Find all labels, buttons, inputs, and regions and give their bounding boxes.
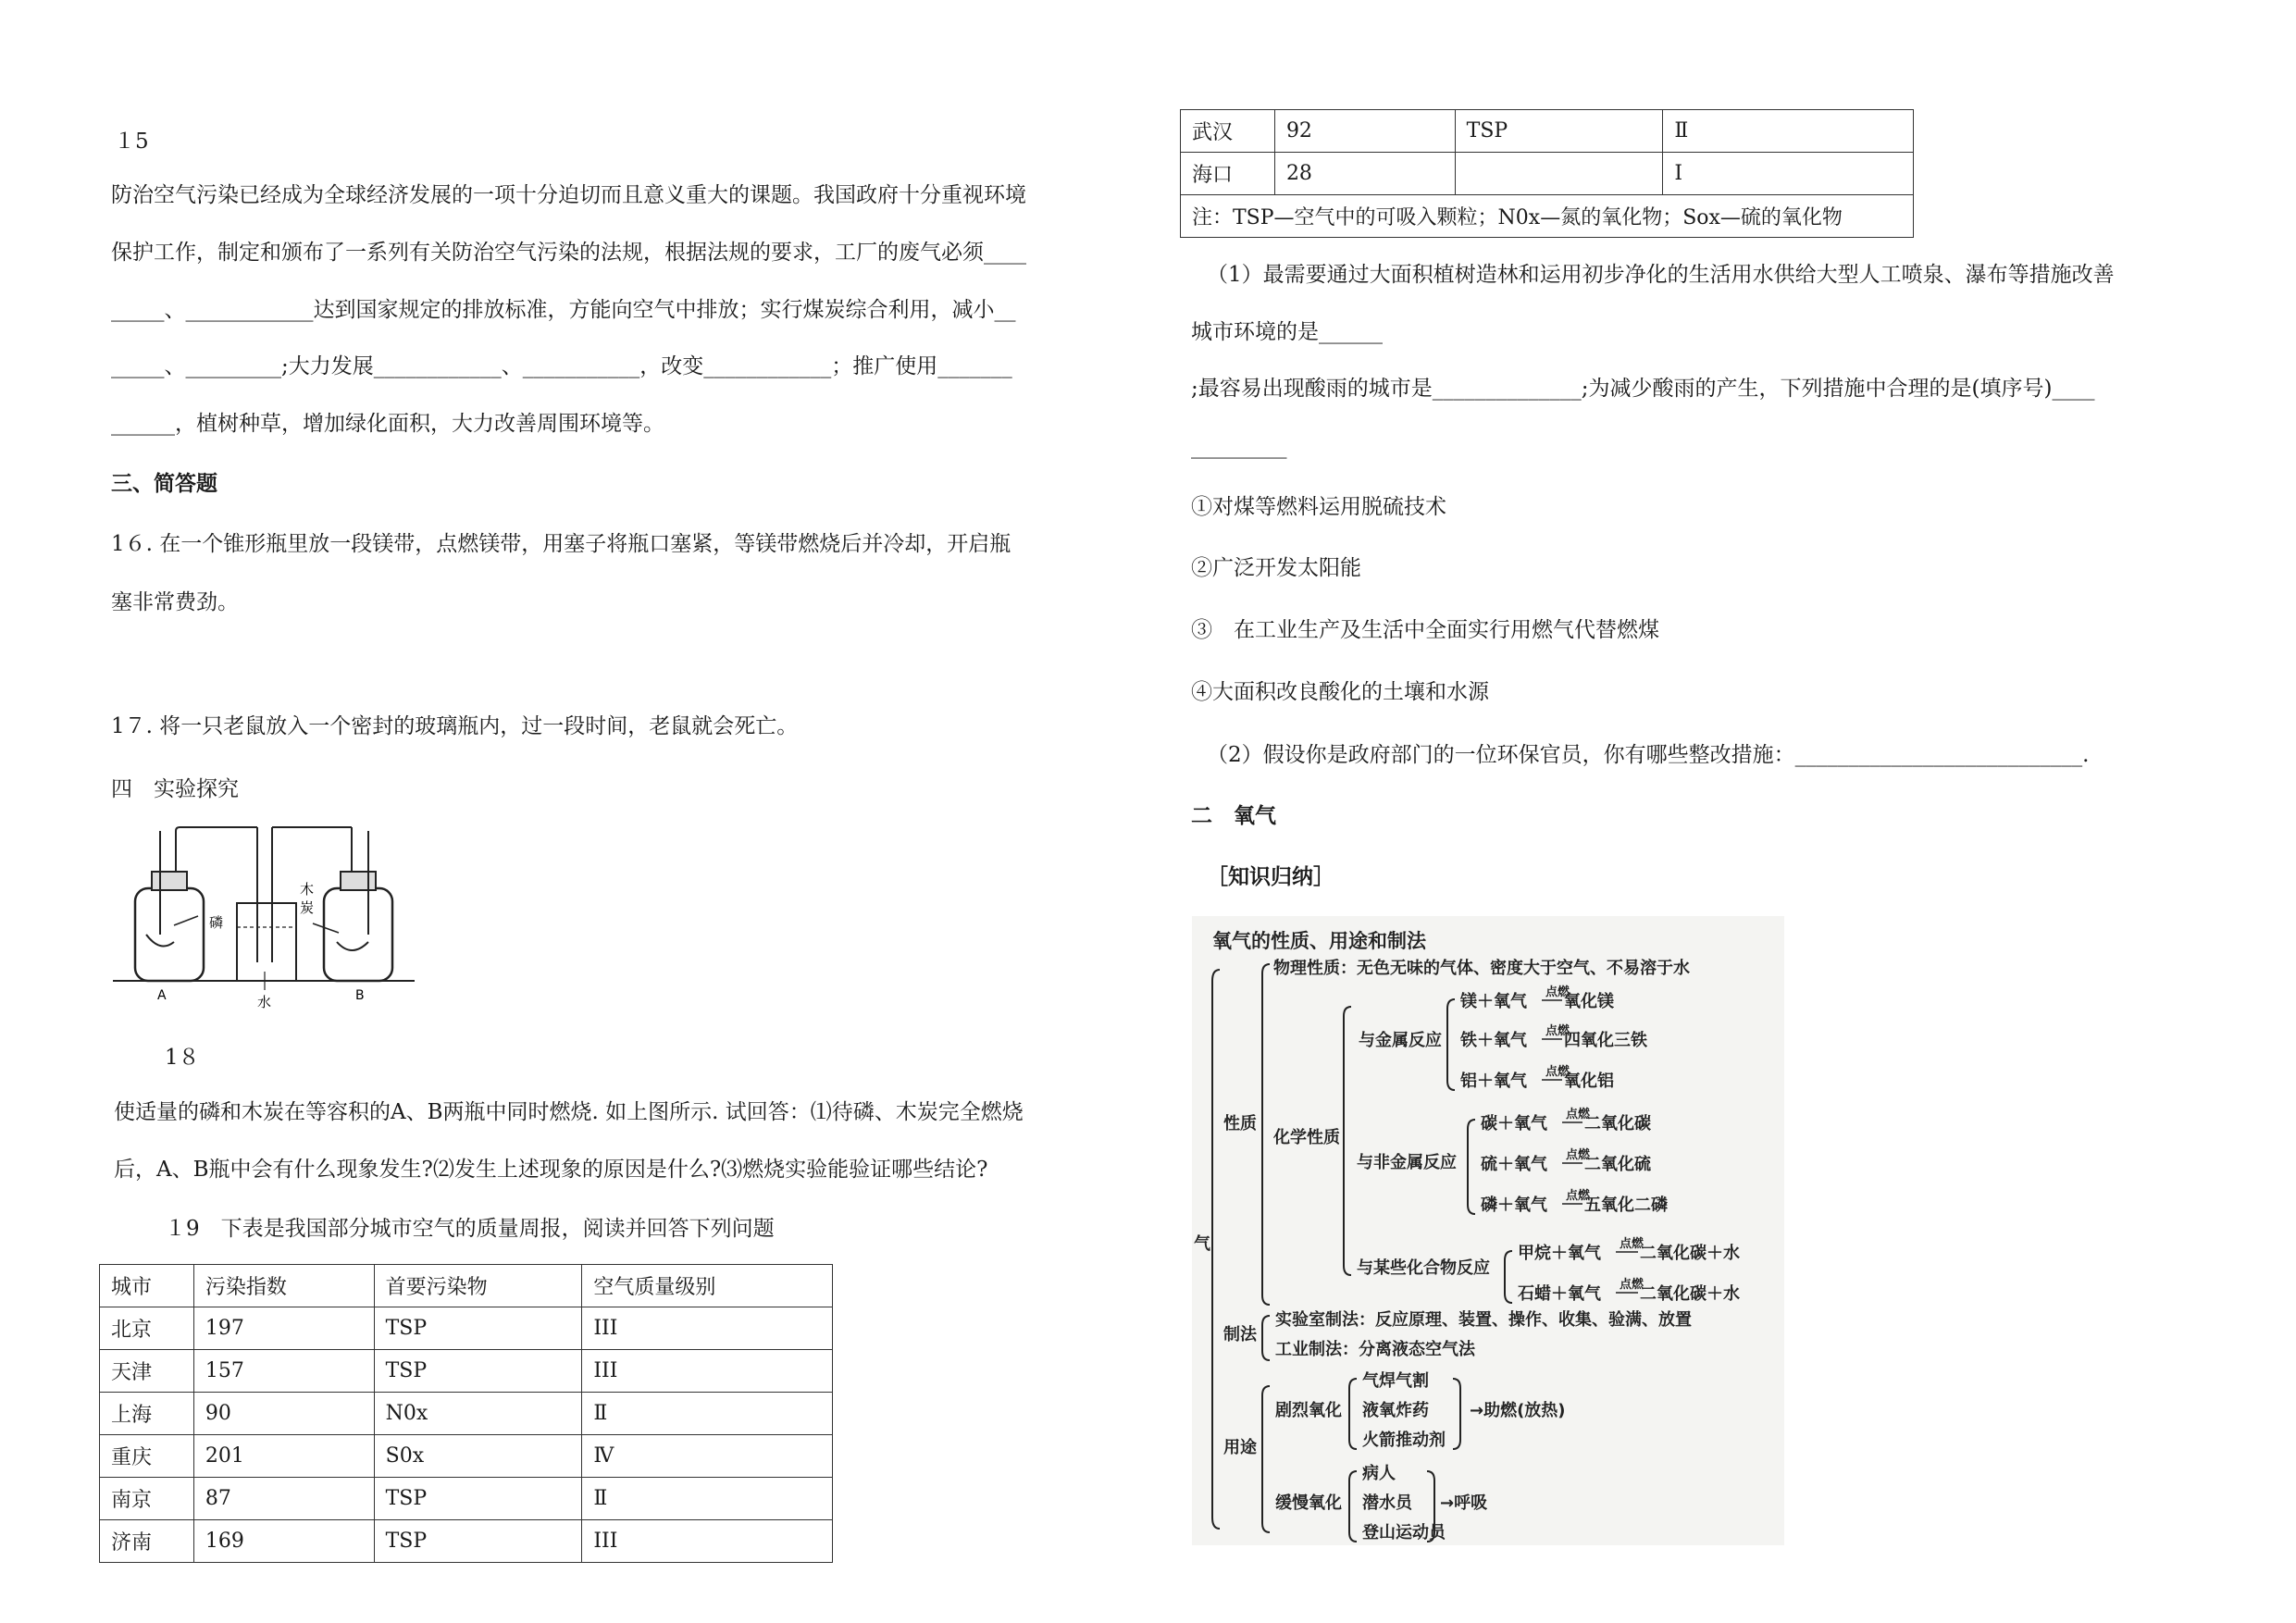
cell-grade: III	[582, 1520, 833, 1563]
cell-index: 157	[193, 1350, 374, 1393]
option-3: ③ 在工业生产及生活中全面实行用燃气代替燃煤	[1191, 618, 1659, 642]
q15-line-1: 防治空气污染已经成为全球经济发展的一项十分迫切而且意义重大的课题。我国政府十分重视环境	[111, 183, 1026, 207]
products: 二氧化碳＋水	[1640, 1244, 1740, 1263]
q18-number: 1８	[165, 1046, 200, 1070]
cell-index: 28	[1274, 153, 1455, 195]
node-with-nonmetal: 与非金属反应	[1357, 1153, 1457, 1172]
header-index: 污染指数	[193, 1265, 374, 1307]
node-with-metal: 与金属反应	[1359, 1031, 1442, 1050]
cell-index: 90	[193, 1393, 374, 1435]
cell-city: 天津	[100, 1350, 194, 1393]
air-quality-table-continued	[1180, 109, 1914, 238]
section-2-title: 二 氧气	[1191, 803, 1276, 828]
reactants: 磷＋氧气	[1481, 1196, 1547, 1215]
q19-part1-line-4: _________	[1191, 435, 1287, 459]
products: 氧化铝	[1564, 1072, 1614, 1091]
table-row	[100, 1478, 833, 1520]
reactants: 镁＋氧气	[1460, 992, 1527, 1011]
slow-use-item: 潜水员	[1362, 1493, 1412, 1513]
reactants: 硫＋氧气	[1481, 1155, 1547, 1174]
reactants: 碳＋氧气	[1481, 1114, 1547, 1134]
cell-pollutant: TSP	[374, 1520, 582, 1563]
products: 二氧化碳	[1584, 1114, 1651, 1134]
section-3-title: 三、简答题	[111, 471, 217, 496]
cell-grade: Ⅱ	[582, 1393, 833, 1435]
table-row	[1181, 110, 1914, 153]
cell-pollutant: TSP	[374, 1478, 582, 1520]
cell-grade: Ⅱ	[1663, 110, 1914, 153]
cell-city: 济南	[100, 1520, 194, 1563]
node-chemical: 化学性质	[1273, 1128, 1340, 1147]
condition-label: 点燃	[1545, 1065, 1570, 1079]
condition-label: 点燃	[1620, 1237, 1644, 1251]
cell-index: 92	[1274, 110, 1455, 153]
q19-part1-line-1: （1）最需要通过大面积植树造林和运用初步净化的生活用水供给大型人工喷泉、瀑布等措施改善	[1207, 263, 2115, 287]
bottle-b	[324, 888, 392, 981]
cell-pollutant: S0x	[374, 1435, 582, 1478]
q19-intro: １9 下表是我国部分城市空气的质量周报，阅读并回答下列问题	[165, 1217, 775, 1241]
q15-line-3: _____、____________达到国家规定的排放标准，方能向空气中排放；实行煤炭综合利用，减小__	[111, 298, 1016, 322]
air-quality-table	[99, 1264, 833, 1563]
cell-index: 201	[193, 1435, 374, 1478]
table-row	[100, 1435, 833, 1478]
q16-line-1: 1６. 在一个锥形瓶里放一段镁带，点燃镁带，用塞子将瓶口塞紧，等镁带燃烧后并冷却，开启瓶	[111, 532, 1011, 556]
cell-city: 海口	[1181, 153, 1275, 195]
header-city: 城市	[100, 1265, 194, 1307]
header-pollutant: 首要污染物	[374, 1265, 582, 1307]
bottle-a	[135, 888, 204, 981]
q17-text: 1７. 将一只老鼠放入一个密封的玻璃瓶内，过一段时间，老鼠就会死亡。	[111, 714, 799, 738]
cell-grade: Ⅱ	[582, 1478, 833, 1520]
cell-pollutant: TSP	[1455, 110, 1663, 153]
cell-grade: Ⅳ	[582, 1435, 833, 1478]
table-row	[100, 1350, 833, 1393]
cell-city: 南京	[100, 1478, 194, 1520]
option-2: ②广泛开发太阳能	[1191, 556, 1361, 580]
q15-number: １5	[114, 130, 149, 154]
cell-index: 87	[193, 1478, 374, 1520]
label-charcoal-2: 炭	[300, 899, 315, 916]
q15-line-4: _____、_________;大力发展____________、___________，改变____________；推广使用_______	[111, 354, 1012, 378]
cell-pollutant: TSP	[374, 1307, 582, 1350]
q16-line-2: 塞非常费劲。	[111, 590, 239, 614]
cell-index: 169	[193, 1520, 374, 1563]
q18-line-2: 后，A、B瓶中会有什么现象发生?⑵发生上述现象的原因是什么?⑶燃烧实验能验证哪些结论?	[114, 1158, 988, 1182]
q19-part2: （2）假设你是政府部门的一位环保官员，你有哪些整改措施：___________________________.	[1207, 743, 2090, 767]
slow-oxidation-result: →呼吸	[1440, 1493, 1488, 1513]
label-bottle-a: A	[157, 988, 167, 1003]
node-lab-prep: 实验室制法：反应原理、装置、操作、收集、验满、放置	[1275, 1310, 1692, 1330]
node-properties: 性质	[1223, 1114, 1257, 1134]
products: 五氧化二磷	[1584, 1196, 1668, 1215]
condition-label: 点燃	[1545, 985, 1570, 999]
fast-use-item: 液氧炸药	[1362, 1401, 1429, 1420]
condition-label: 点燃	[1566, 1108, 1591, 1121]
label-phosphorus: 磷	[209, 914, 224, 931]
cell-grade: III	[582, 1350, 833, 1393]
label-bottle-b: B	[355, 988, 365, 1003]
table-row	[100, 1520, 833, 1563]
oxygen-knowledge-diagram	[1192, 916, 1784, 1545]
option-4: ④大面积改良酸化的土壤和水源	[1191, 680, 1489, 704]
condition-label: 点燃	[1566, 1189, 1591, 1203]
cell-grade: Ⅰ	[1663, 153, 1914, 195]
table-header-row	[100, 1265, 833, 1307]
node-physical: 物理性质：无色无味的气体、密度大于空气、不易溶于水	[1273, 959, 1690, 978]
products: 四氧化三铁	[1564, 1031, 1647, 1050]
diagram-title: 氧气的性质、用途和制法	[1212, 930, 1426, 952]
cell-pollutant	[1455, 153, 1663, 195]
cell-city: 北京	[100, 1307, 194, 1350]
products: 二氧化碳＋水	[1640, 1284, 1740, 1304]
products: 二氧化硫	[1584, 1155, 1651, 1174]
condition-label: 点燃	[1566, 1148, 1591, 1162]
reactants: 铝＋氧气	[1460, 1072, 1527, 1091]
node-slow-oxidation: 缓慢氧化	[1275, 1493, 1342, 1513]
slow-use-item: 登山运动员	[1362, 1523, 1446, 1542]
cell-pollutant: TSP	[374, 1350, 582, 1393]
cell-grade: III	[582, 1307, 833, 1350]
cell-pollutant: N0x	[374, 1393, 582, 1435]
apparatus-figure	[109, 824, 424, 1018]
fast-oxidation-result: →助燃(放热)	[1470, 1401, 1566, 1420]
node-fast-oxidation: 剧烈氧化	[1275, 1401, 1342, 1420]
knowledge-title: ［知识归纳］	[1207, 864, 1334, 889]
option-1: ①对煤等燃料运用脱硫技术	[1191, 495, 1446, 519]
table-note: 注：TSP—空气中的可吸入颗粒；N0x—氮的氧化物；Sox—硫的氧化物	[1181, 195, 1914, 238]
cell-index: 197	[193, 1307, 374, 1350]
slow-use-item: 病人	[1362, 1464, 1396, 1483]
node-with-compound: 与某些化合物反应	[1357, 1258, 1490, 1278]
reactants: 石蜡＋氧气	[1518, 1284, 1601, 1304]
diagram-root: 气	[1194, 1234, 1210, 1254]
condition-label: 点燃	[1545, 1024, 1570, 1038]
header-grade: 空气质量级别	[582, 1265, 833, 1307]
q15-line-5: ______，植树种草，增加绿化面积，大力改善周围环境等。	[111, 412, 664, 436]
table-row	[100, 1307, 833, 1350]
cell-city: 重庆	[100, 1435, 194, 1478]
table-row	[100, 1393, 833, 1435]
cell-city: 上海	[100, 1393, 194, 1435]
table-row	[1181, 153, 1914, 195]
node-preparation: 制法	[1223, 1325, 1257, 1344]
products: 氧化镁	[1564, 992, 1614, 1011]
fast-use-item: 气焊气割	[1362, 1371, 1429, 1391]
q15-line-2: 保护工作，制定和颁布了一系列有关防治空气污染的法规，根据法规的要求，工厂的废气必须____	[111, 241, 1026, 265]
reactants: 甲烷＋氧气	[1518, 1244, 1601, 1263]
node-uses: 用途	[1223, 1438, 1257, 1457]
node-industrial-prep: 工业制法：分离液态空气法	[1275, 1340, 1475, 1359]
label-charcoal-1: 木	[300, 881, 315, 898]
label-water: 水	[257, 994, 272, 1010]
reactants: 铁＋氧气	[1460, 1031, 1527, 1050]
q19-part1-line-2: 城市环境的是______	[1191, 320, 1383, 344]
cell-city: 武汉	[1181, 110, 1275, 153]
condition-label: 点燃	[1620, 1278, 1644, 1292]
section-4-title: 四 实验探究	[111, 777, 239, 801]
fast-use-item: 火箭推动剂	[1362, 1431, 1446, 1450]
table-note-row	[1181, 195, 1914, 238]
q19-part1-line-3: ;最容易出现酸雨的城市是______________;为减少酸雨的产生，下列措施中合理的是(填序号)____	[1191, 377, 2095, 401]
q18-line-1: 使适量的磷和木炭在等容积的A、B两瓶中同时燃烧. 如上图所示. 试回答：⑴待磷、木炭完全燃烧	[114, 1100, 1024, 1124]
water-beaker	[237, 903, 296, 981]
